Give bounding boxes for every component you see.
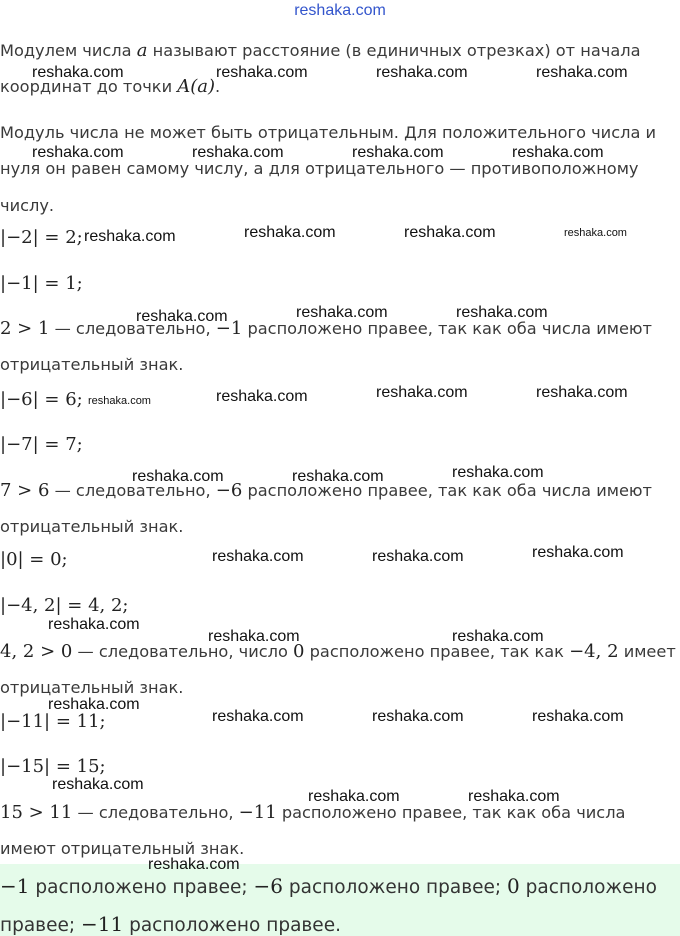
- paragraph-line-1: Модуль числа не может быть отрицательным. Для положительного числа и: [0, 123, 657, 142]
- watermark: reshaka.com: [296, 304, 388, 321]
- watermark: reshaka.com: [32, 144, 124, 161]
- definition-line-2: координат до точки A(a).: [0, 76, 221, 97]
- watermark: reshaka.com: [468, 788, 560, 805]
- comparison-2: 7 > 6 — следовательно, −6 расположено правее, так как оба числа имеют: [0, 480, 652, 501]
- paragraph-line-2: нуля он равен самому числу, а для отрицательного — противоположному: [0, 159, 639, 178]
- watermark: reshaka.com: [372, 548, 464, 565]
- watermark: reshaka.com: [88, 395, 151, 407]
- equation-abs-neg2: |−2| = 2;: [0, 227, 83, 248]
- watermark: reshaka.com: [48, 616, 140, 633]
- watermark: reshaka.com: [32, 64, 124, 81]
- comparison-1: 2 > 1 — следовательно, −1 расположено правее, так как оба числа имеют: [0, 318, 652, 339]
- watermark: reshaka.com: [48, 696, 140, 713]
- watermark: reshaka.com: [532, 544, 624, 561]
- paragraph-line-3: числу.: [0, 196, 55, 215]
- watermark: reshaka.com: [376, 64, 468, 81]
- equation-abs-neg7: |−7| = 7;: [0, 434, 83, 455]
- watermark: reshaka.com: [376, 384, 468, 401]
- equation-abs-0: |0| = 0;: [0, 549, 68, 570]
- watermark: reshaka.com: [536, 384, 628, 401]
- watermark: reshaka.com: [208, 628, 300, 645]
- watermark: reshaka.com: [404, 224, 496, 241]
- equation-abs-neg1: |−1| = 1;: [0, 273, 83, 294]
- watermark: reshaka.com: [244, 224, 336, 241]
- site-header-link[interactable]: reshaka.com: [294, 2, 386, 19]
- watermark: reshaka.com: [216, 64, 308, 81]
- watermark: reshaka.com: [372, 708, 464, 725]
- equation-abs-neg6: |−6| = 6;: [0, 389, 83, 410]
- comparison-3-continued: отрицательный знак.: [0, 678, 184, 697]
- watermark: reshaka.com: [52, 776, 144, 793]
- watermark: reshaka.com: [84, 228, 176, 245]
- watermark: reshaka.com: [132, 468, 224, 485]
- watermark: reshaka.com: [456, 304, 548, 321]
- equation-abs-neg11: |−11| = 11;: [0, 711, 106, 732]
- watermark: reshaka.com: [148, 856, 240, 873]
- watermark: reshaka.com: [512, 144, 604, 161]
- watermark: reshaka.com: [452, 628, 544, 645]
- watermark: reshaka.com: [352, 144, 444, 161]
- watermark: reshaka.com: [192, 144, 284, 161]
- watermark: reshaka.com: [308, 788, 400, 805]
- comparison-1-continued: отрицательный знак.: [0, 355, 184, 374]
- watermark: reshaka.com: [216, 388, 308, 405]
- watermark: reshaka.com: [532, 708, 624, 725]
- watermark: reshaka.com: [212, 548, 304, 565]
- comparison-4-continued: имеют отрицательный знак.: [0, 839, 245, 858]
- comparison-2-continued: отрицательный знак.: [0, 517, 184, 536]
- answer-line-2: правее; −11 расположено правее.: [0, 912, 341, 936]
- watermark: reshaka.com: [564, 227, 627, 239]
- equation-abs-neg15: |−15| = 15;: [0, 756, 106, 777]
- watermark: reshaka.com: [536, 64, 628, 81]
- watermark: reshaka.com: [292, 468, 384, 485]
- equation-abs-neg4-2: |−4, 2| = 4, 2;: [0, 595, 129, 616]
- comparison-4: 15 > 11 — следовательно, −11 расположено правее, так как оба числа: [0, 802, 626, 823]
- answer-line-1: −1 расположено правее; −6 расположено правее; 0 расположено: [0, 874, 657, 898]
- watermark: reshaka.com: [212, 708, 304, 725]
- comparison-3: 4, 2 > 0 — следовательно, число 0 расположено правее, так как −4, 2 имеет: [0, 641, 676, 662]
- watermark: reshaka.com: [136, 308, 228, 325]
- definition-line-1: Модулем числа a называют расстояние (в единичных отрезках) от начала: [0, 40, 641, 61]
- watermark: reshaka.com: [452, 464, 544, 481]
